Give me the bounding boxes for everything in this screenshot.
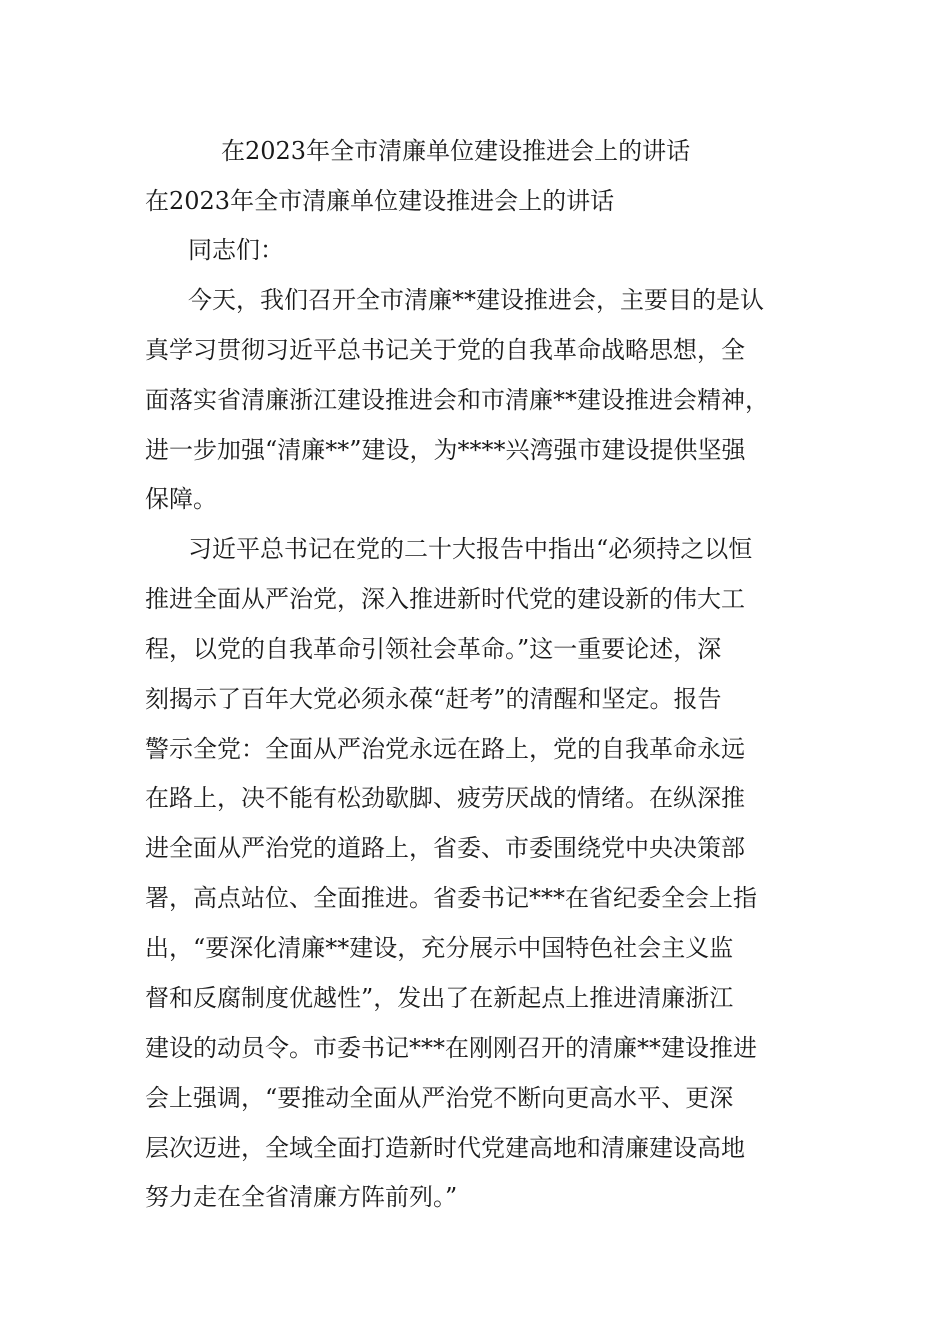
paragraph2-line: 建设的动员令。市委书记***在刚刚召开的清廉**建设推进 [145, 1034, 757, 1062]
document-subtitle: 在2023年全市清廉单位建设推进会上的讲话 [145, 187, 615, 215]
paragraph2-line: 督和反腐制度优越性”，发出了在新起点上推进清廉浙江 [145, 984, 734, 1012]
paragraph2-line: 程，以党的自我革命引领社会革命。”这一重要论述，深 [145, 635, 722, 663]
paragraph2-line: 进全面从严治党的道路上，省委、市委围绕党中央决策部 [145, 834, 745, 862]
paragraph2-line: 推进全面从严治党，深入推进新时代党的建设新的伟大工 [145, 585, 745, 613]
paragraph2-line: 习近平总书记在党的二十大报告中指出“必须持之以恒 [188, 535, 753, 563]
paragraph1-line: 真学习贯彻习近平总书记关于党的自我革命战略思想，全 [145, 336, 745, 364]
paragraph2-line: 会上强调，“要推动全面从严治党不断向更高水平、更深 [145, 1084, 734, 1112]
paragraph1-line: 今天，我们召开全市清廉**建设推进会，主要目的是认 [188, 286, 764, 314]
paragraph2-line: 警示全党：全面从严治党永远在路上，党的自我革命永远 [145, 735, 745, 763]
paragraph2-line: 刻揭示了百年大党必须永葆“赶考”的清醒和坚定。报告 [145, 685, 722, 713]
paragraph2-line: 努力走在全省清廉方阵前列。” [145, 1183, 458, 1211]
paragraph2-line: 署，高点站位、全面推进。省委书记***在省纪委全会上指 [145, 884, 757, 912]
paragraph1-line: 保障。 [145, 485, 217, 513]
paragraph2-line: 在路上，决不能有松劲歇脚、疲劳厌战的情绪。在纵深推 [145, 784, 745, 812]
paragraph1-line: 面落实省清廉浙江建设推进会和市清廉**建设推进会精神， [145, 386, 769, 414]
salutation: 同志们： [188, 236, 284, 264]
paragraph2-line: 出，“要深化清廉**建设，充分展示中国特色社会主义监 [145, 934, 734, 962]
paragraph1-line: 进一步加强“清廉**”建设，为****兴湾强市建设提供坚强 [145, 436, 746, 464]
document-title: 在2023年全市清廉单位建设推进会上的讲话 [221, 137, 691, 165]
paragraph2-line: 层次迈进，全域全面打造新时代党建高地和清廉建设高地 [145, 1134, 745, 1162]
